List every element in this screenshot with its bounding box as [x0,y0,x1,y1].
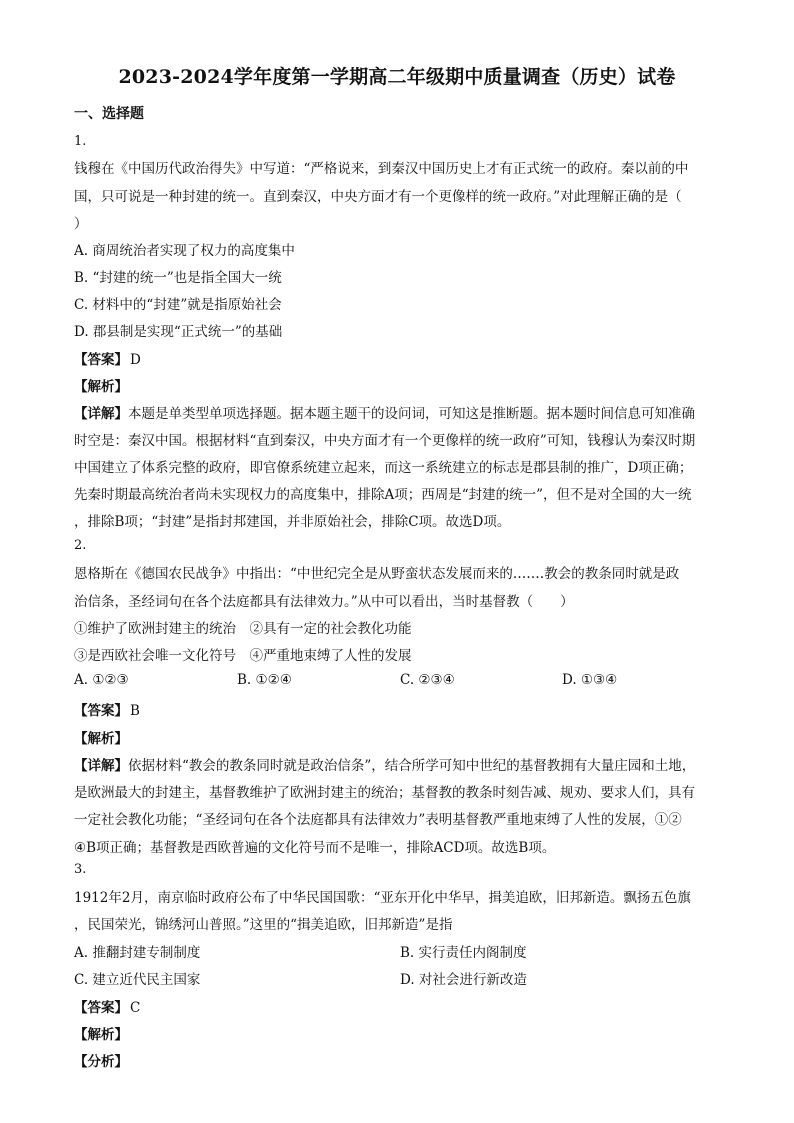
question-3-number: 3. [74,862,87,877]
question-1-detail-line: 先秦时期最高统治者尚未实现权力的高度集中，排除A项；西周是“封建的统一”，但不是对全国的大一统 [74,487,692,503]
detail-label: 【详解】 [74,758,128,774]
question-1-option-d: D. 郡县制是实现“正式统一”的基础 [74,324,283,340]
answer-value: D [130,352,141,368]
question-1-detail-line: 中国建立了体系完整的政府，即官僚系统建立起来，而这一系统建立的标志是郡县制的推广，D项正确； [74,460,693,476]
question-1-detail-line: 时空是：秦汉中国。根据材料“直到秦汉，中央方面才有一个更像样的统一政府”可知，钱穆认为秦汉时期 [74,433,696,449]
question-1-option-a: A. 商周统治者实现了权力的高度集中 [74,243,295,259]
question-2-option-d: D. ①③④ [562,672,618,688]
question-1-stem-line: ） [74,216,88,232]
question-2-answer [74,699,140,719]
answer-value: B [130,703,140,719]
question-2-detail-line: 一定社会教化功能；“圣经词句在各个法庭都具有法律效力”表明基督教严重地束缚了人性的发展，①② [74,812,682,828]
detail-text: 依据材料“教会的教条同时就是政治信条”，结合所学可知中世纪的基督教拥有大量庄园和土地， [128,758,696,774]
answer-label: 【答案】 [74,1000,128,1016]
question-2-number: 2. [74,538,87,553]
question-2-option-b: B. ①②④ [237,672,292,688]
section-heading: 一、选择题 [74,106,144,122]
question-1-analysis-label: 【解析】 [74,379,128,395]
question-3-option-b: B. 实行责任内阁制度 [400,945,527,961]
question-1-detail-line [74,402,722,422]
question-1-detail-line: ，排除B项；“封建”是指封邦建国，并非原始社会，排除C项。故选D项。 [74,514,511,530]
question-1-option-c: C. 材料中的“封建”就是指原始社会 [74,297,282,313]
answer-label: 【答案】 [74,352,128,368]
question-2-detail-line [74,754,722,774]
question-2-stem-line: 恩格斯在《德国农民战争》中指出：“中世纪完全是从野蛮状态发展而来的.……教会的教条同时就是政 [74,566,680,582]
question-2-statement-line: ③是西欧社会唯一文化符号 ④严重地束缚了人性的发展 [74,648,412,664]
question-3-option-a: A. 推翻封建专制制度 [74,945,201,961]
question-1-option-b: B. “封建的统一”也是指全国大一统 [74,270,282,286]
question-3-fenxi-label: 【分析】 [74,1054,128,1070]
detail-text: 本题是单类型单项选择题。据本题主题干的设问词，可知这是推断题。据本题时间信息可知准确 [128,406,695,422]
question-3-option-c: C. 建立近代民主国家 [74,972,201,988]
question-3-option-d: D. 对社会进行新改造 [400,972,527,988]
question-3-answer [74,996,140,1016]
question-1-answer [74,348,141,368]
question-2-detail-line: 是欧洲最大的封建主，基督教维护了欧洲封建主的统治；基督教的教条时刻告减、规劝、要求人们，具有 [74,785,695,801]
question-1-number: 1. [74,134,87,149]
answer-value: C [130,1000,141,1016]
question-3-analysis-label: 【解析】 [74,1027,128,1043]
page-title: 2023-2024学年度第一学期高二年级期中质量调查（历史）试卷 [118,66,676,88]
question-2-statement-line: ①维护了欧洲封建主的统治 ②具有一定的社会教化功能 [74,621,412,637]
question-2-detail-line: ④B项正确；基督教是西欧普遍的文化符号而不是唯一，排除ACD项。故选B项。 [74,840,556,856]
question-2-analysis-label: 【解析】 [74,731,128,747]
answer-label: 【答案】 [74,703,128,719]
question-2-option-a: A. ①②③ [74,672,129,688]
question-1-stem-line: 国，只可说是一种封建的统一。直到秦汉，中央方面才有一个更像样的统一政府。”对此理解正确的是（ [74,189,682,205]
question-1-stem-line: 钱穆在《中国历代政治得失》中写道：“严格说来，到秦汉中国历史上才有正式统一的政府。秦以前的中 [74,161,689,177]
question-2-option-c: C. ②③④ [400,672,455,688]
question-3-stem-line: ，民国荣光，锦绣河山普照。”这里的“揖美追欧，旧邦新造”是指 [74,917,453,933]
question-2-stem-line: 治信条，圣经词句在各个法庭都具有法律效力。”从中可以看出，当时基督教（ ） [74,594,574,610]
question-3-stem-line: 1912年2月，南京临时政府公布了中华民国国歌：“亚东开化中华早，揖美追欧，旧邦新造。飘扬五色旗 [74,890,691,906]
detail-label: 【详解】 [74,406,128,422]
